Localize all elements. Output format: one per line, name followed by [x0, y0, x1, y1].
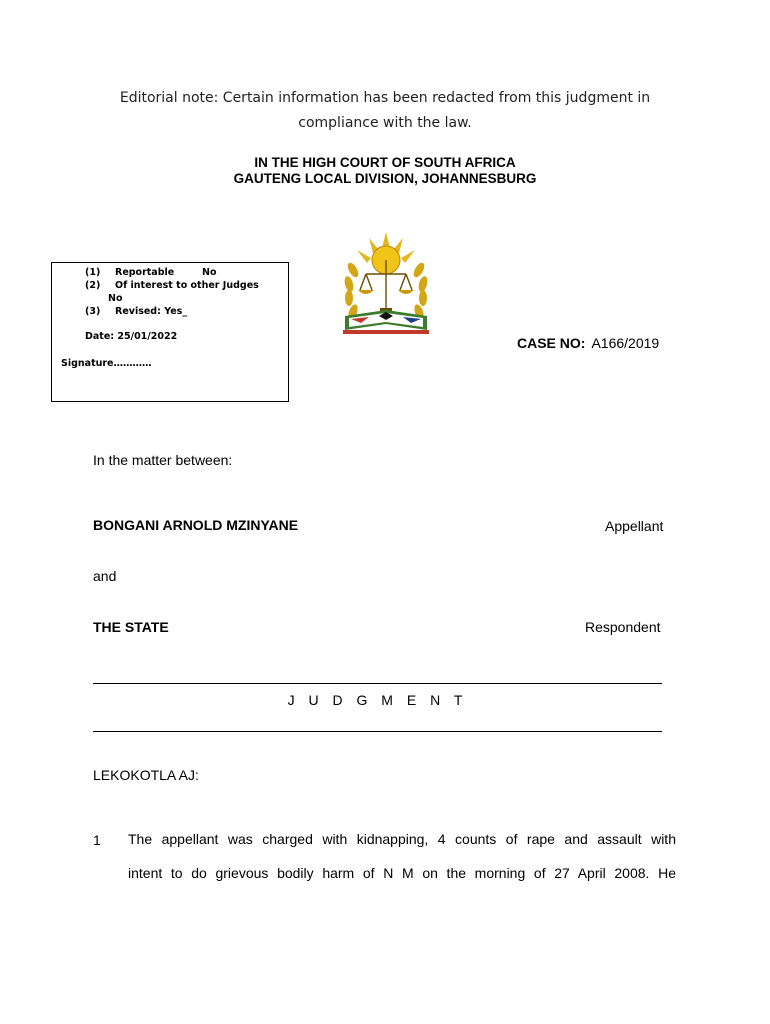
date-field: Date: 25/01/2022 — [85, 331, 178, 342]
judge-name: LEKOKOTLA AJ: — [93, 767, 199, 783]
court-division: GAUTENG LOCAL DIVISION, JOHANNESBURG — [233, 171, 537, 186]
editorial-note — [60, 86, 710, 136]
case-number-value: A166/2019 — [591, 335, 660, 351]
item2-value: No — [108, 293, 123, 304]
court-heading — [60, 155, 710, 187]
appellant-name: BONGANI ARNOLD MZINYANE — [93, 517, 299, 533]
and-separator: and — [93, 568, 117, 584]
item3-label: Revised: Yes_ — [115, 306, 188, 317]
paragraph-1-line1: The appellant was charged with kidnapping, 4 counts of rape and assault with — [128, 831, 676, 847]
info-box — [51, 262, 289, 402]
judgment-heading: J U D G M E N T — [287, 692, 468, 708]
case-number-label: CASE NO: — [517, 335, 586, 351]
item1-number: (1) — [85, 267, 101, 278]
respondent-name: THE STATE — [93, 619, 169, 635]
item1-label: Reportable — [115, 267, 175, 278]
item2-label: Of interest to other Judges — [115, 280, 259, 291]
coat-of-arms-icon — [339, 230, 433, 336]
case-number — [517, 335, 659, 351]
matter-intro: In the matter between: — [93, 452, 233, 468]
respondent-role: Respondent — [585, 619, 661, 635]
court-name: IN THE HIGH COURT OF SOUTH AFRICA — [254, 155, 516, 170]
paragraph-1-line2: intent to do grievous bodily harm of N M on the morning of 27 April 2008. He — [128, 865, 676, 881]
item3-number: (3) — [85, 306, 101, 317]
paragraph-number: 1 — [93, 832, 101, 848]
divider-bottom — [93, 731, 662, 732]
item1-value: No — [202, 267, 217, 278]
editorial-note-line2: compliance with the law. — [298, 115, 472, 131]
item2-number: (2) — [85, 280, 101, 291]
appellant-role: Appellant — [605, 518, 664, 534]
editorial-note-line1: Editorial note: Certain information has been redacted from this judgment in — [119, 90, 651, 106]
divider-top — [93, 683, 662, 684]
signature-field: Signature………… — [61, 358, 152, 369]
paragraph-1 — [128, 822, 676, 890]
